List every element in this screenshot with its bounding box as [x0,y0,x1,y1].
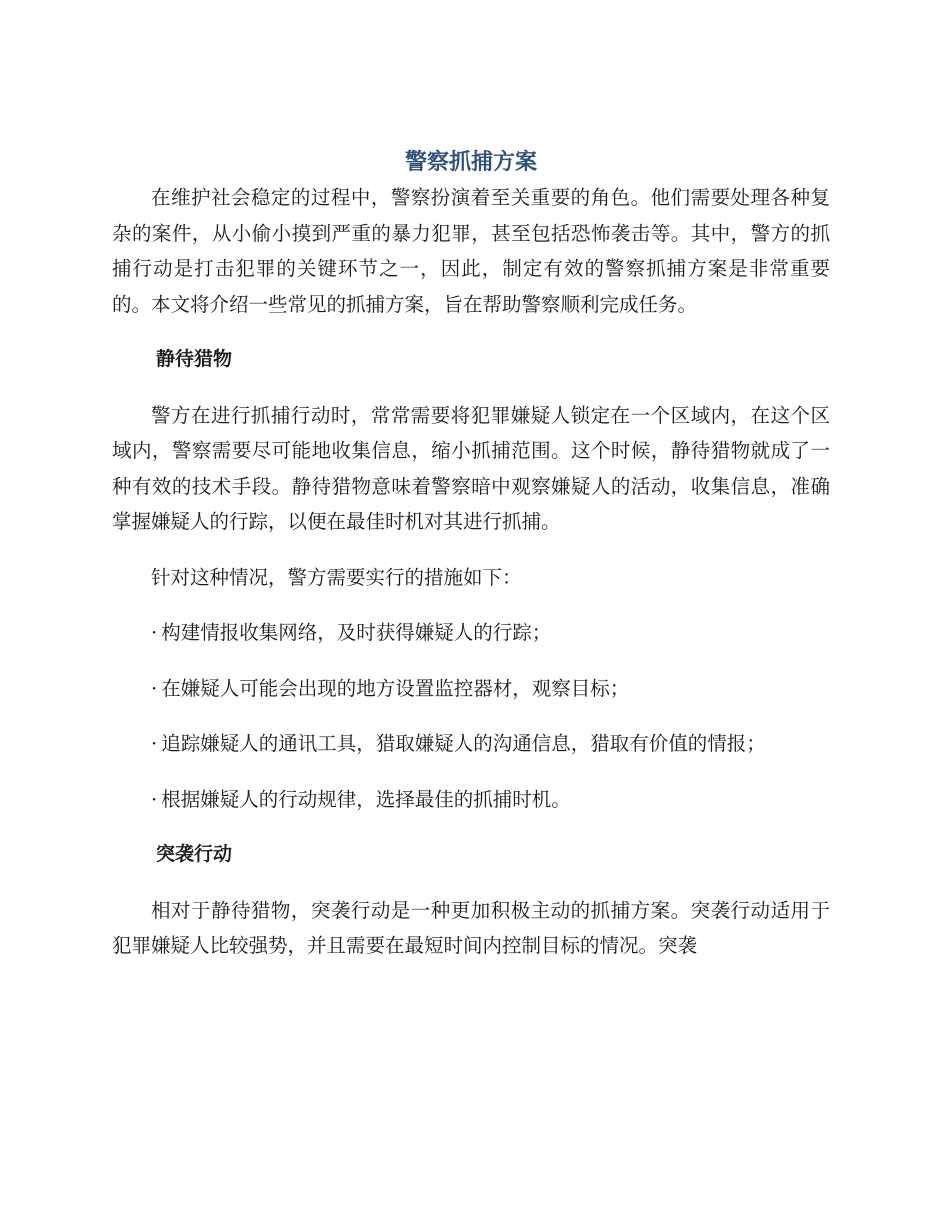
section2-paragraph: 相对于静待猎物，突袭行动是一种更加积极主动的抓捕方案。突袭行动适用于犯罪嫌疑人比较强势，并且需要在最短时间内控制目标的情况。突袭 [112,898,830,957]
bullet-item-4 [112,782,830,818]
bullet-item-1 [112,615,830,651]
bullet-item-2 [112,671,830,707]
spacer [112,873,830,893]
spacer [112,595,830,615]
section-heading-2: 突袭行动 [156,843,233,865]
spacer [112,762,830,782]
document-title: 警察抓捕方案 [404,150,537,175]
section-heading-1: 静待猎物 [156,348,233,370]
bullet-item-3 [112,726,830,762]
spacer [112,378,830,398]
spacer [112,322,830,342]
bullet-text: 追踪嫌疑人的通讯工具，猎取嫌疑人的沟通信息，猎取有价值的情报； [161,732,766,755]
measures-intro: 针对这种情况，警方需要实行的措施如下： [151,565,522,589]
bullet-text: 根据嫌疑人的行动规律，选择最佳的抓捕时机。 [161,787,571,811]
spacer [112,706,830,726]
bullet-icon: · [151,621,158,644]
intro-paragraph: 在维护社会稳定的过程中，警察扮演着至关重要的角色。他们需要处理各种复杂的案件，从小偷小摸到严重的暴力犯罪，甚至包括恐怖袭击等。其中，警方的抓捕行动是打击犯罪的关键环节之一，因此，制定有效的警察抓捕方案是非常重要的。本文将介绍一些常见的抓捕方案，旨在帮助警察顺利完成任务。 [112,186,830,316]
spacer [112,540,830,560]
section1-paragraph: 警方在进行抓捕行动时，常常需要将犯罪嫌疑人锁定在一个区域内，在这个区域内，警察需要尽可能地收集信息，缩小抓捕范围。这个时候，静待猎物就成了一种有效的技术手段。静待猎物意味着警察暗中观察嫌疑人的活动，收集信息，准确掌握嫌疑人的行踪，以便在最佳时机对其进行抓捕。 [112,403,830,533]
bullet-text: 在嫌疑人可能会出现的地方设置监控器材，观察目标； [161,676,630,700]
bullet-text: 构建情报收集网络，及时获得嫌疑人的行踪； [161,621,552,644]
bullet-icon: · [151,676,158,700]
bullet-icon: · [151,787,158,811]
bullet-icon: · [151,732,158,755]
document-page [112,146,830,964]
spacer [112,651,830,671]
spacer [112,817,830,837]
